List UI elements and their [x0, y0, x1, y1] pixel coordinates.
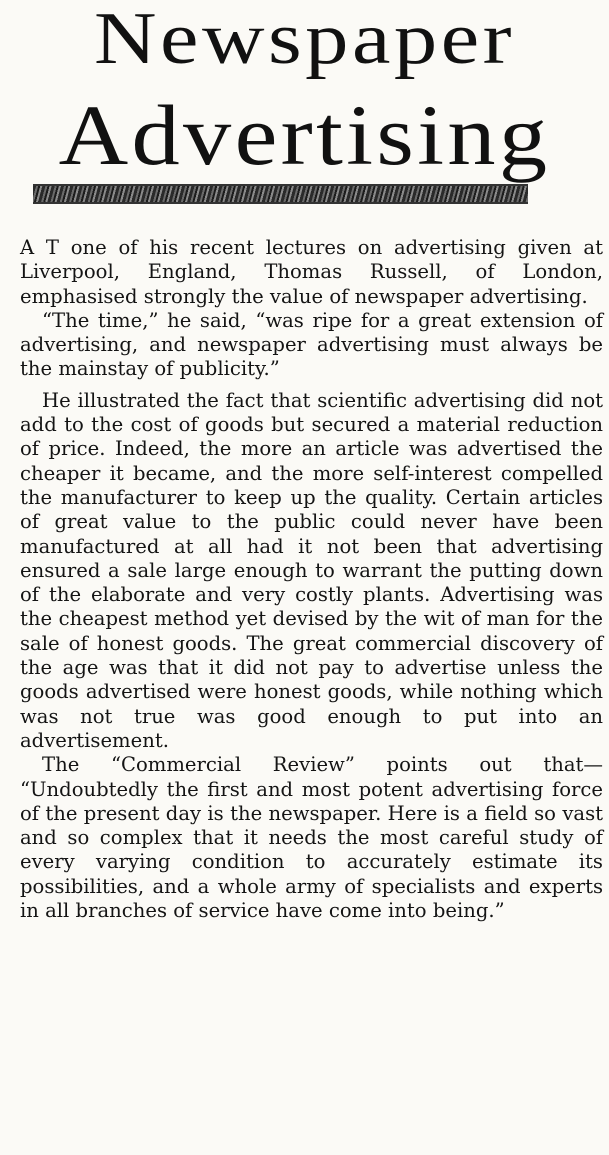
headline-line-2: Advertising [58, 87, 551, 183]
article-paragraph-3: He illustrated the fact that scientific advertising did not add to the cost of goods but secured a material reduction of price. Indeed, the more an article was advertised the cheaper it became, and the more self-interest compelled the manufacturer to keep up the quality. Certain articles of great value to the public could never have been manufactured at all had it not been that advertising ensured a sale large enough to warrant the putting down of the elaborate and very costly plants. Advertising was the cheapest method yet devised by the wit of man for the sale of honest goods. The great commercial discovery of the age was that it did not pay to advertise unless the goods advertised were honest goods, while nothing which was not true was good enough to put into an advertisement. [20, 388, 603, 752]
article-paragraph-4: The “Commercial Review” points out that— “Undoubtedly the first and most potent advertising force of the present day is the newspaper. Here is a field so vast and so complex that it needs the most careful study of every varying condition to accurately estimate its possibilities, and a whole army of specialists and experts in all branches of service have come into being.” [20, 753, 603, 923]
article-paragraph-2: “The time,” he said, “was ripe for a great extension of advertising, and newspaper advertising must always be the mainstay of publicity.” [20, 308, 603, 381]
article-body [20, 236, 603, 923]
article-paragraph-1: A T one of his recent lectures on advertising given at Liverpool, England, Thomas Russell, of London, emphasised strongly the value of newspaper advertising. [20, 236, 603, 308]
headline-line-1: Newspaper [93, 0, 516, 80]
decorative-rule [33, 184, 528, 204]
